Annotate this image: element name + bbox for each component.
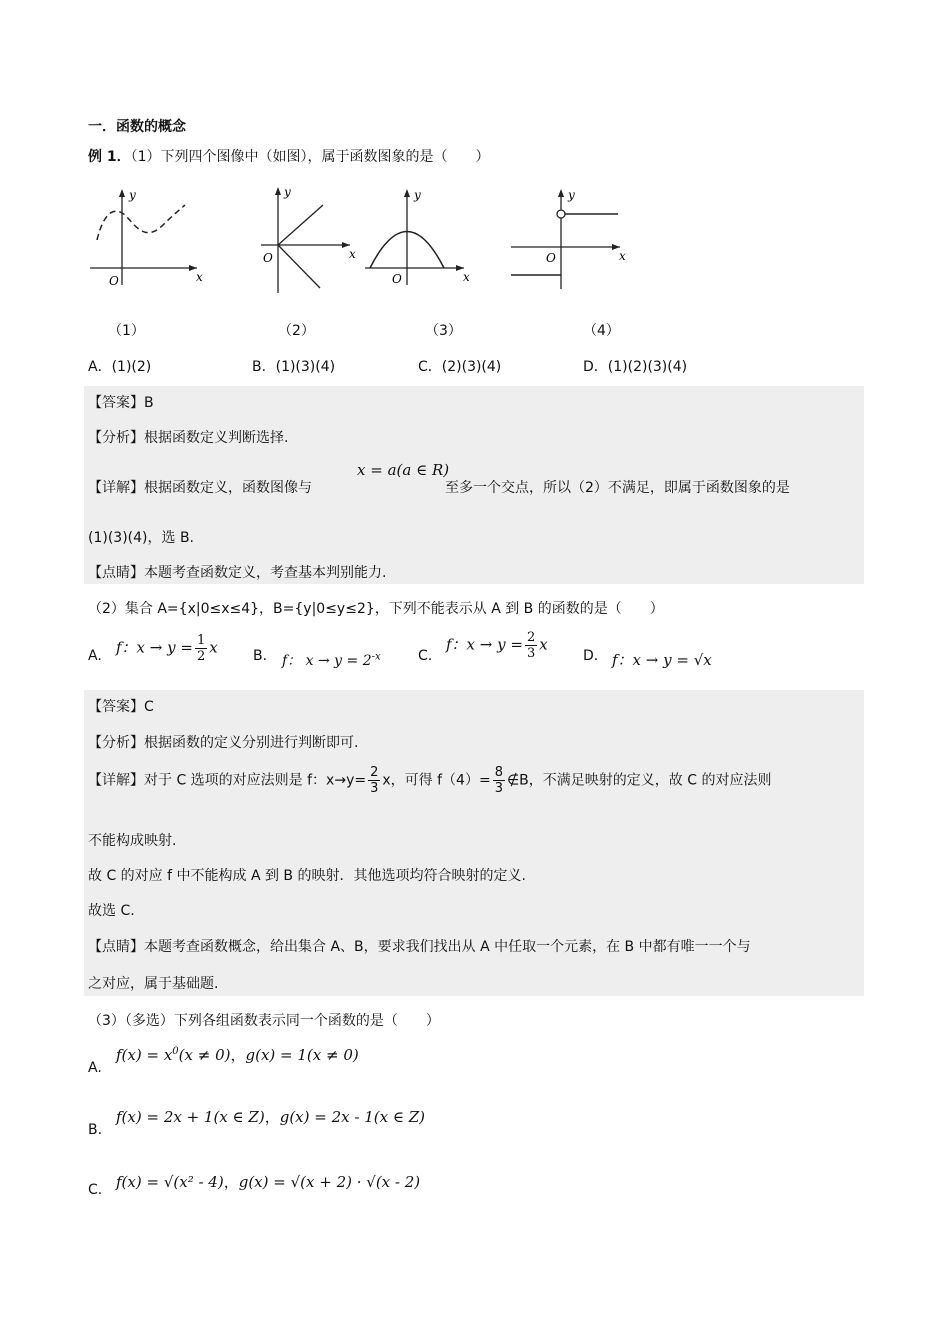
q3-option-c-g: g(x) = √(x + 2) · √(x - 2) <box>238 1173 421 1191</box>
graph-1-origin-label: O <box>109 274 119 288</box>
solution-2-comment-line1: 【点睛】本题考查函数概念，给出集合 A、B，要求我们找出从 A 中任取一个元素，在 B 中都有唯一一个与 <box>88 939 751 955</box>
q2-option-c-lhs: f：x → y = <box>446 635 523 654</box>
q3-option-a-formula <box>116 1044 359 1065</box>
q2-option-b-main: f： x → y = 2 <box>282 653 372 669</box>
q2-option-d-formula: f：x → y = √x <box>612 651 712 669</box>
solution-2-detail-pre: 【详解】对于 C 选项的对应法则是 f：x→y= <box>88 772 367 789</box>
question-1-stem: （1）下列四个图像中（如图），属于函数图象的是（ ） <box>130 149 490 165</box>
q3-option-a-f-rest: (x ≠ 0) <box>178 1046 231 1064</box>
q2-option-c-numerator: 2 <box>526 630 536 645</box>
graph-1-y-label: y <box>129 188 136 202</box>
q3-option-b-formula <box>116 1106 425 1127</box>
graph-2-y-label: y <box>284 185 291 199</box>
solution-2-fraction-1 <box>368 765 380 796</box>
question-3-stem: （3）（多选）下列各组函数表示同一个函数的是（ ） <box>88 1013 440 1029</box>
solution-2-detail <box>88 765 771 796</box>
q2-option-c-label: C. <box>418 648 433 664</box>
graph-3-caption: （3） <box>425 323 462 339</box>
solution-2-detail-line2: 不能构成映射. <box>88 833 177 849</box>
q2-option-b-exponent: -x <box>371 651 381 663</box>
q1-option-a: A．(1)(2) <box>88 359 152 375</box>
q3-option-b-f: f(x) = 2x + 1(x ∈ Z) <box>116 1108 265 1126</box>
q3-option-c-formula <box>116 1171 420 1192</box>
graph-2-caption: （2） <box>278 323 315 339</box>
solution-1-comment: 【点睛】本题考查函数定义，考查基本判别能力. <box>88 565 387 581</box>
graph-1-caption: （1） <box>108 323 145 339</box>
q2-option-b-label: B. <box>253 648 268 664</box>
q3-option-c-sep: ， <box>223 1173 239 1191</box>
solution-1-detail-pre: 【详解】根据函数定义，函数图像与 <box>88 480 312 496</box>
q2-option-a-label: A. <box>88 648 102 664</box>
graph-4-y-label: y <box>568 188 575 202</box>
q2-option-a-denominator: 2 <box>196 649 206 664</box>
solution-1-detail-formula: x = a(a ∈ R) <box>357 461 450 479</box>
solution-1-detail-post: 至多一个交点，所以（2）不满足，即属于函数图象的是 <box>445 480 790 496</box>
solution-2-fraction-2 <box>493 765 505 796</box>
graph-2-origin-label: O <box>263 251 273 265</box>
q2-option-a-lhs: f：x → y = <box>116 638 193 657</box>
solution-2-detail-mid: x，可得 f（4）= <box>382 772 491 789</box>
q1-option-b: B．(1)(3)(4) <box>252 359 336 375</box>
graph-3-origin-label: O <box>392 272 402 286</box>
graph-4-x-label: x <box>619 249 626 263</box>
question-2-stem: （2）集合 A={x|0≤x≤4}，B={y|0≤y≤2}，下列不能表示从 A 到 B 的函数的是（ ） <box>88 601 664 617</box>
section-title: 一．函数的概念 <box>88 119 186 135</box>
q2-option-c-denominator: 3 <box>526 646 536 661</box>
solution-1-analysis: 【分析】根据函数定义判断选择. <box>88 430 289 446</box>
solution-1-answer: 【答案】B <box>88 395 154 411</box>
graph-1-x-label: x <box>196 270 203 284</box>
solution-2-analysis: 【分析】根据函数的定义分别进行判断即可. <box>88 735 359 751</box>
graph-4-caption: （4） <box>583 323 620 339</box>
solution-2-fraction-1-num: 2 <box>370 765 379 780</box>
q2-option-d-label: D. <box>583 648 599 664</box>
q3-option-b-g: g(x) = 2x - 1(x ∈ Z) <box>279 1108 425 1126</box>
q2-option-a-numerator: 1 <box>196 633 206 648</box>
q3-option-a-sep: ， <box>230 1046 246 1064</box>
q2-option-a-fraction <box>195 633 207 664</box>
q3-option-c-label: C. <box>88 1182 103 1198</box>
graph-4-origin-label: O <box>546 251 556 265</box>
solution-2-answer: 【答案】C <box>88 699 154 715</box>
solution-2-detail-line3: 故 C 的对应 f 中不能构成 A 到 B 的映射．其他选项均符合映射的定义. <box>88 868 526 884</box>
q3-option-a-exponent: 0 <box>172 1046 179 1057</box>
q2-option-a-var: x <box>209 638 218 657</box>
q2-option-c-fraction <box>525 630 537 661</box>
solution-2-comment-line2: 之对应，属于基础题. <box>88 976 219 992</box>
graph-3-y-label: y <box>414 188 421 202</box>
solution-2-fraction-1-den: 3 <box>370 781 379 796</box>
q3-option-a-label: A. <box>88 1060 102 1076</box>
example-label: 例 1． <box>88 149 131 165</box>
graph-2-x-label: x <box>349 247 356 261</box>
q2-option-b-formula <box>282 650 381 670</box>
q2-option-c-var: x <box>539 635 548 654</box>
q1-option-c: C．(2)(3)(4) <box>418 359 502 375</box>
q3-option-a-f: f(x) = x <box>116 1046 173 1064</box>
q2-option-a-formula <box>116 633 218 664</box>
solution-1-detail-line2: (1)(3)(4)，选 B. <box>88 530 194 546</box>
graph-3 <box>362 185 482 295</box>
solution-2-detail-post: ∉B，不满足映射的定义，故 C 的对应法则 <box>506 772 772 789</box>
q3-option-b-label: B. <box>88 1122 103 1138</box>
q3-option-c-f: f(x) = √(x² - 4) <box>116 1173 224 1191</box>
q1-option-d: D．(1)(2)(3)(4) <box>583 359 688 375</box>
solution-2-detail-line4: 故选 C. <box>88 903 135 919</box>
q3-option-a-g: g(x) = 1(x ≠ 0) <box>245 1046 359 1064</box>
example-1-question-1 <box>88 146 490 166</box>
graph-4 <box>508 185 638 295</box>
q3-option-b-sep: ， <box>264 1108 280 1126</box>
graph-1 <box>85 185 215 295</box>
graph-2 <box>258 183 368 298</box>
solution-2-fraction-2-num: 8 <box>494 765 503 780</box>
graph-3-x-label: x <box>463 270 470 284</box>
q2-option-c-formula <box>446 630 548 661</box>
solution-2-fraction-2-den: 3 <box>494 781 503 796</box>
